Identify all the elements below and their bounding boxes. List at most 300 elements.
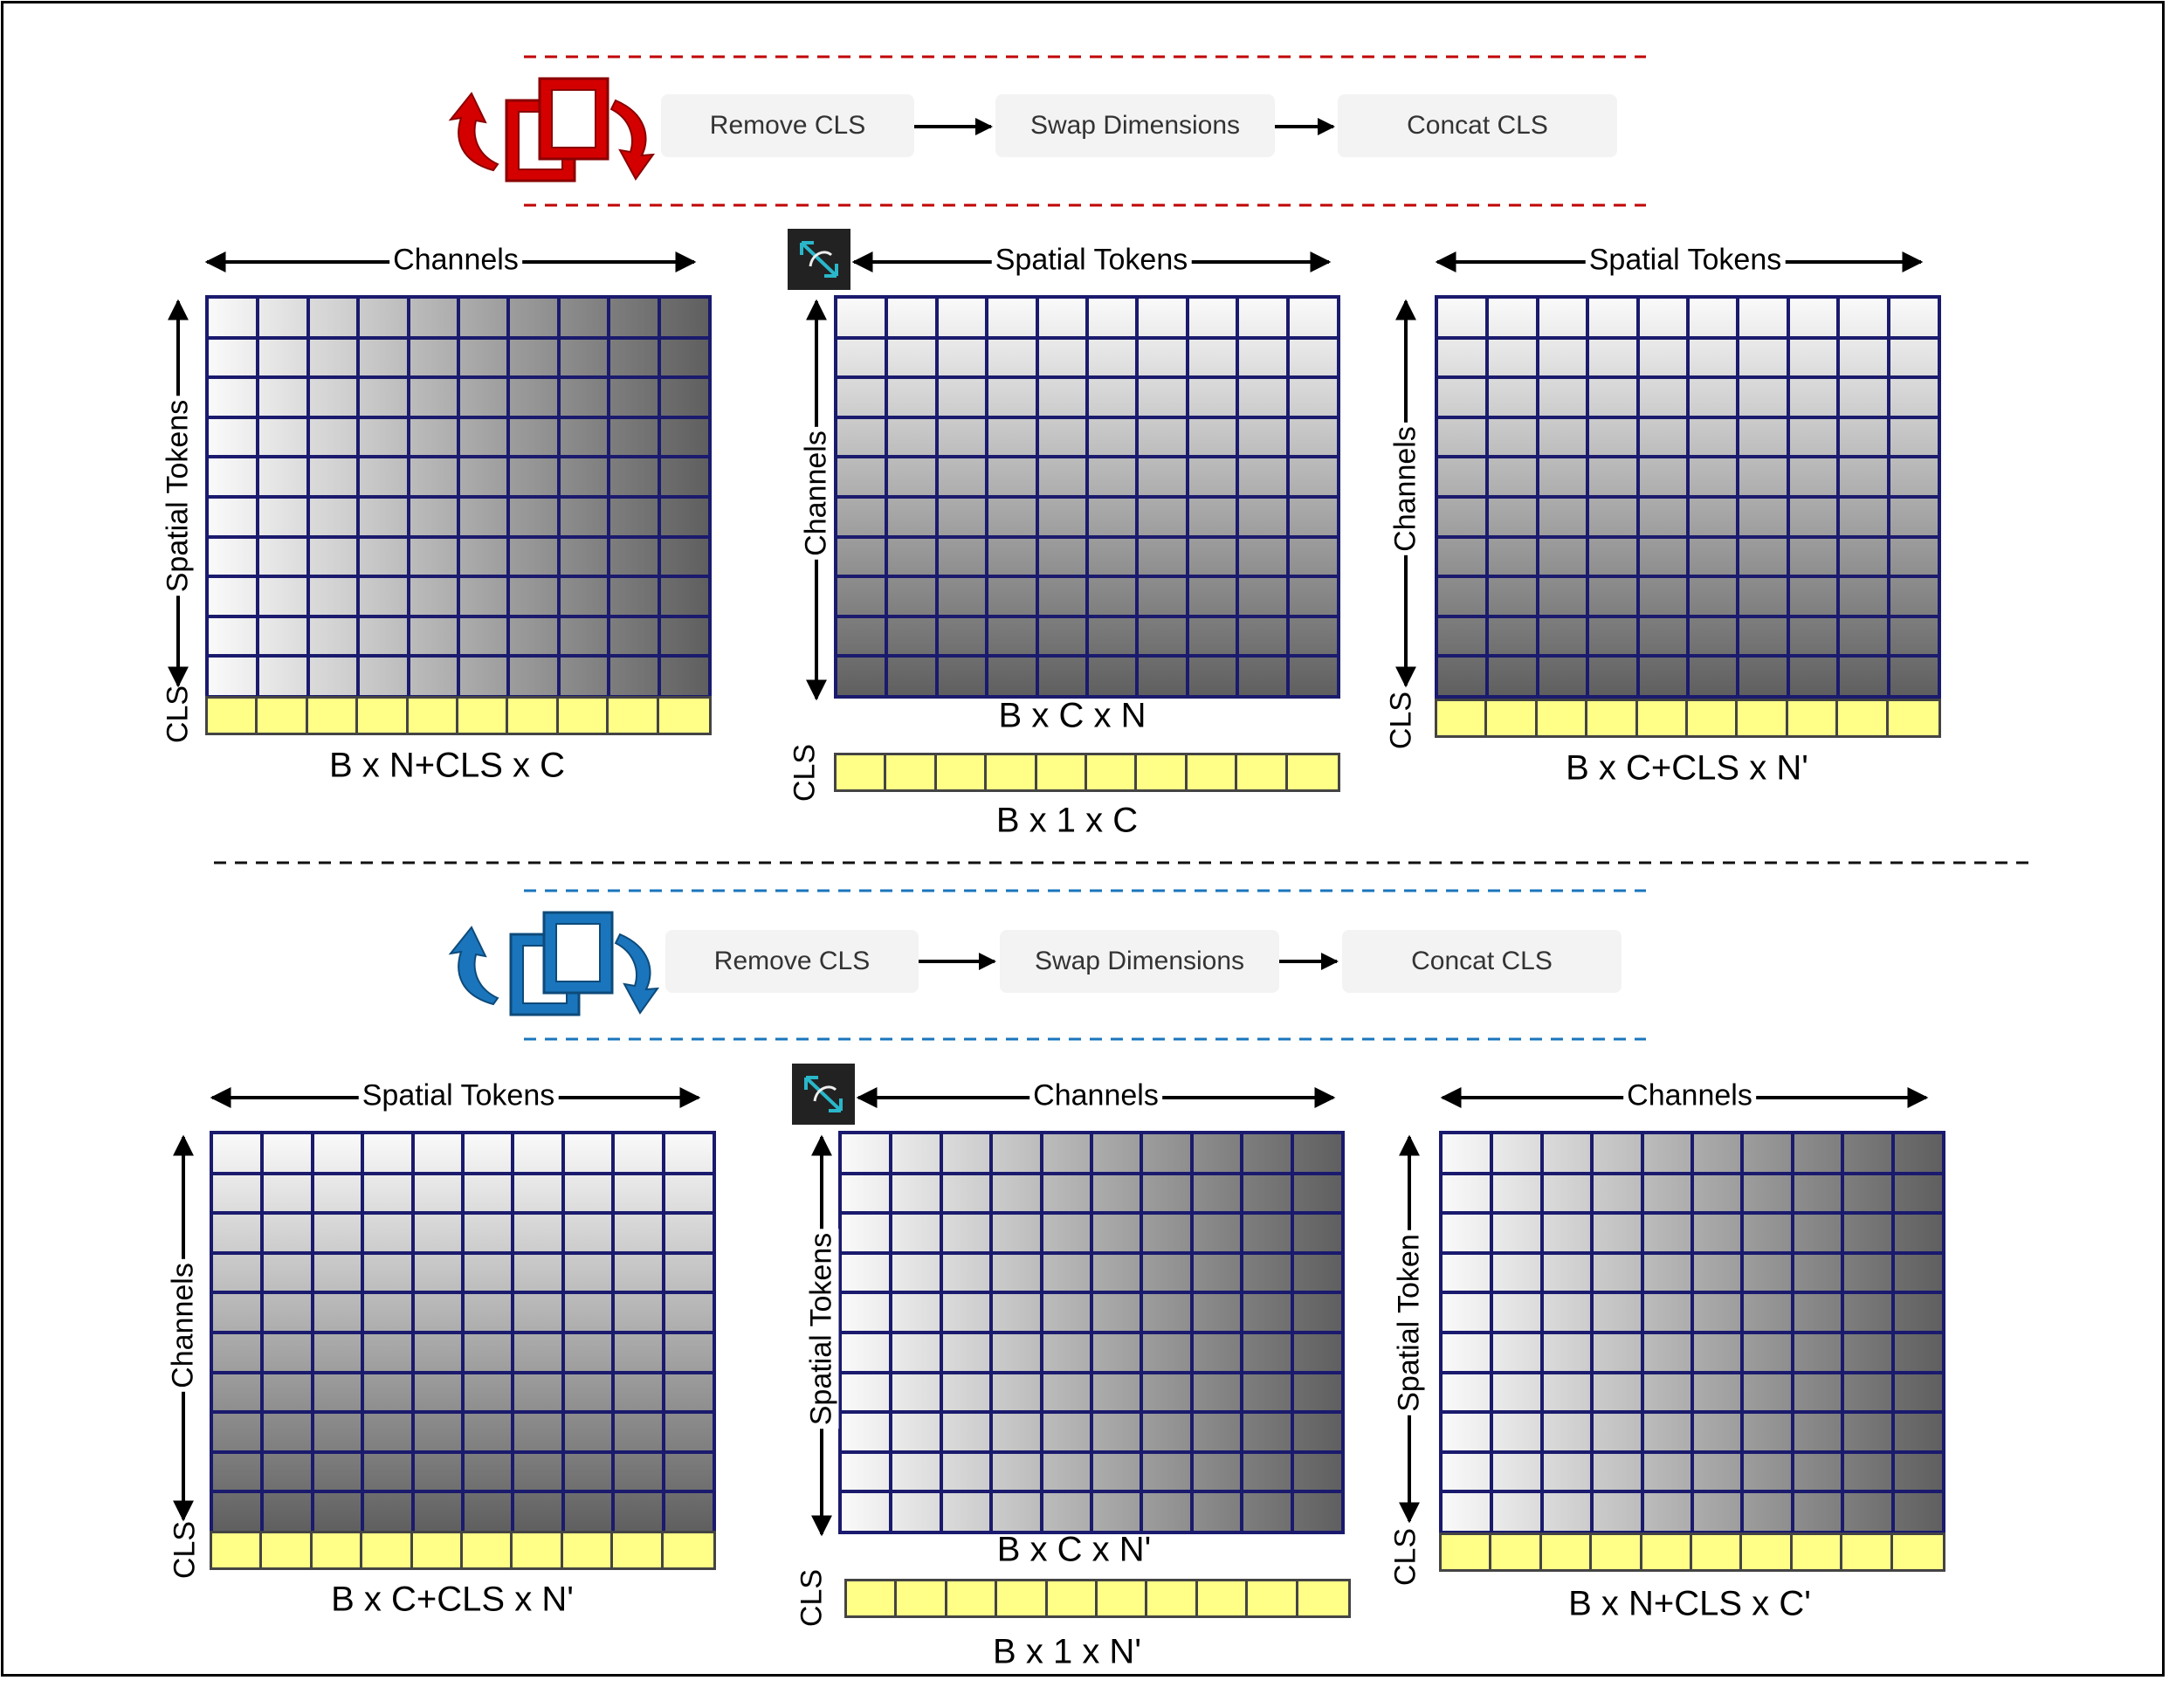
matrix-cell xyxy=(563,1491,613,1532)
matrix-cell xyxy=(559,377,609,417)
matrix-cell xyxy=(837,497,886,537)
matrix-cell xyxy=(941,1373,991,1413)
matrix-cell xyxy=(262,1174,312,1214)
matrix-cell xyxy=(613,1373,663,1413)
matrix-cell xyxy=(1037,656,1087,696)
matrix-cell xyxy=(1091,1491,1141,1532)
matrix-cell xyxy=(212,1213,262,1253)
matrix-bottom-3 xyxy=(1439,1131,1945,1534)
matrix-cell xyxy=(559,537,609,577)
matrix-cell xyxy=(1091,1373,1141,1413)
cls-cell xyxy=(358,699,408,733)
matrix-cell xyxy=(508,298,558,338)
matrix-cell xyxy=(1037,417,1087,458)
step-concat-cls-top: Concat CLS xyxy=(1338,94,1617,157)
bot-m2-cls-label: CLS xyxy=(795,1568,829,1628)
matrix-cell xyxy=(886,338,936,378)
matrix-cell xyxy=(886,616,936,657)
matrix-cell xyxy=(1893,1133,1943,1174)
matrix-cell xyxy=(1042,1253,1091,1293)
matrix-cell xyxy=(991,1373,1041,1413)
matrix-cell xyxy=(1889,298,1938,338)
matrix-cell xyxy=(1487,497,1537,537)
matrix-cell xyxy=(886,497,936,537)
matrix-cell xyxy=(1237,457,1287,497)
matrix-cell xyxy=(941,1253,991,1293)
matrix-cell xyxy=(841,1292,891,1333)
matrix-cell xyxy=(1688,298,1738,338)
matrix-cell xyxy=(1487,537,1537,577)
matrix-cell xyxy=(1141,1373,1191,1413)
matrix-cell xyxy=(1137,457,1187,497)
matrix-cell xyxy=(987,497,1036,537)
matrix-cell xyxy=(1237,377,1287,417)
matrix-cell xyxy=(991,1292,1041,1333)
matrix-cell xyxy=(1192,1213,1242,1253)
matrix-cell xyxy=(1788,377,1838,417)
matrix-cell xyxy=(1192,1373,1242,1413)
swap-icon-top xyxy=(788,229,850,290)
bot-m2-axis-h-label: Channels xyxy=(1029,1079,1162,1113)
matrix-cell xyxy=(1587,377,1637,417)
matrix-cell xyxy=(1893,1213,1943,1253)
matrix-cell xyxy=(1442,1213,1491,1253)
matrix-cell xyxy=(991,1412,1041,1452)
matrix-cell xyxy=(1788,298,1838,338)
matrix-cell xyxy=(1642,1333,1692,1373)
cls-cell xyxy=(313,1533,362,1567)
matrix-cell xyxy=(1592,1491,1642,1532)
matrix-cell xyxy=(308,377,358,417)
matrix-cell xyxy=(212,1133,262,1174)
cls-row-top-2 xyxy=(834,753,1340,792)
matrix-cell xyxy=(1491,1253,1541,1293)
matrix-cell xyxy=(613,1253,663,1293)
matrix-cell xyxy=(1188,616,1237,657)
matrix-cell xyxy=(1692,1292,1742,1333)
matrix-cell xyxy=(1688,417,1738,458)
matrix-cell xyxy=(362,1253,412,1293)
cls-cell xyxy=(1538,701,1587,735)
matrix-cell xyxy=(1842,1253,1892,1293)
matrix-cell xyxy=(208,298,258,338)
cls-cell xyxy=(886,755,936,789)
matrix-cell xyxy=(609,298,658,338)
bot-m1-dims: B x C+CLS x N' xyxy=(331,1580,574,1619)
transpose-icon-red xyxy=(451,79,653,181)
matrix-cell xyxy=(1793,1253,1842,1293)
matrix-cell xyxy=(1692,1452,1742,1492)
matrix-cell xyxy=(1141,1253,1191,1293)
matrix-cell xyxy=(987,616,1036,657)
matrix-cell xyxy=(1889,338,1938,378)
matrix-cell xyxy=(1542,1253,1592,1293)
matrix-cell xyxy=(1788,338,1838,378)
matrix-cell xyxy=(1137,537,1187,577)
step-remove-cls-top: Remove CLS xyxy=(661,94,914,157)
matrix-cell xyxy=(1242,1333,1291,1373)
matrix-cell xyxy=(891,1452,940,1492)
matrix-cell xyxy=(991,1333,1041,1373)
matrix-cell xyxy=(1292,1253,1342,1293)
matrix-cell xyxy=(212,1292,262,1333)
matrix-cell xyxy=(409,417,458,458)
matrix-cell xyxy=(308,656,358,696)
matrix-cell xyxy=(409,616,458,657)
cls-cell xyxy=(1889,701,1938,735)
matrix-cell xyxy=(1042,1292,1091,1333)
matrix-cell xyxy=(1542,1213,1592,1253)
matrix-cell xyxy=(258,417,307,458)
cls-cell xyxy=(1188,755,1237,789)
cls-cell xyxy=(563,1533,613,1567)
matrix-cell xyxy=(1889,616,1938,657)
matrix-cell xyxy=(1742,1133,1792,1174)
matrix-cell xyxy=(1838,457,1888,497)
matrix-cell xyxy=(937,377,987,417)
matrix-cell xyxy=(841,1373,891,1413)
matrix-cell xyxy=(1141,1213,1191,1253)
matrix-cell xyxy=(613,1292,663,1333)
matrix-cell xyxy=(409,537,458,577)
matrix-cell xyxy=(886,457,936,497)
matrix-cell xyxy=(1188,457,1237,497)
top-m1-dims: B x N+CLS x C xyxy=(328,746,566,785)
matrix-cell xyxy=(1538,298,1587,338)
matrix-cell xyxy=(1042,1333,1091,1373)
matrix-cell xyxy=(1788,616,1838,657)
matrix-cell xyxy=(208,616,258,657)
matrix-cell xyxy=(659,457,709,497)
cls-cell xyxy=(837,755,886,789)
cls-cell xyxy=(1098,1581,1147,1615)
matrix-cell xyxy=(1642,1174,1692,1214)
matrix-cell xyxy=(1087,417,1137,458)
matrix-cell xyxy=(837,338,886,378)
matrix-cell xyxy=(1793,1333,1842,1373)
matrix-cell xyxy=(1292,1412,1342,1452)
matrix-cell xyxy=(1087,377,1137,417)
matrix-cell xyxy=(413,1373,463,1413)
matrix-cell xyxy=(1688,457,1738,497)
matrix-cell xyxy=(1642,1133,1692,1174)
matrix-cell xyxy=(1638,377,1688,417)
matrix-cell xyxy=(313,1174,362,1214)
matrix-cell xyxy=(513,1292,562,1333)
matrix-cell xyxy=(891,1292,940,1333)
matrix-cell xyxy=(1237,417,1287,458)
matrix-cell xyxy=(1838,377,1888,417)
matrix-cell xyxy=(664,1174,713,1214)
bot-m2-cls-dims: B x 1 x N' xyxy=(993,1632,1141,1671)
matrix-cell xyxy=(937,497,987,537)
matrix-cell xyxy=(1087,497,1137,537)
matrix-cell xyxy=(837,298,886,338)
matrix-cell xyxy=(258,377,307,417)
matrix-cell xyxy=(1842,1373,1892,1413)
matrix-cell xyxy=(659,616,709,657)
matrix-cell xyxy=(463,1253,513,1293)
matrix-cell xyxy=(891,1133,940,1174)
matrix-cell xyxy=(508,497,558,537)
matrix-cell xyxy=(1042,1491,1091,1532)
matrix-cell xyxy=(508,338,558,378)
matrix-cell xyxy=(841,1133,891,1174)
matrix-cell xyxy=(659,377,709,417)
matrix-cell xyxy=(1842,1412,1892,1452)
matrix-cell xyxy=(1638,417,1688,458)
matrix-cell xyxy=(458,656,508,696)
bot-m3-axis-v-label: Spatial Token xyxy=(1393,1230,1427,1415)
matrix-cell xyxy=(362,1452,412,1492)
step-concat-cls-bottom: Concat CLS xyxy=(1342,930,1622,993)
cls-cell xyxy=(937,755,987,789)
matrix-cell xyxy=(463,1373,513,1413)
matrix-cell xyxy=(1091,1452,1141,1492)
matrix-cell xyxy=(313,1333,362,1373)
matrix-cell xyxy=(1592,1253,1642,1293)
matrix-cell xyxy=(1037,537,1087,577)
matrix-cell xyxy=(1137,338,1187,378)
matrix-cell xyxy=(1742,1213,1792,1253)
matrix-cell xyxy=(1292,1133,1342,1174)
matrix-cell xyxy=(1542,1174,1592,1214)
matrix-cell xyxy=(1793,1452,1842,1492)
matrix-cell xyxy=(508,656,558,696)
matrix-cell xyxy=(208,338,258,378)
matrix-cell xyxy=(358,298,408,338)
matrix-cell xyxy=(563,1452,613,1492)
matrix-cell xyxy=(1587,457,1637,497)
top-m2-dims: B x C x N xyxy=(998,696,1146,735)
top-m3-cls-label: CLS xyxy=(1384,691,1418,750)
matrix-cell xyxy=(208,417,258,458)
matrix-cell xyxy=(886,537,936,577)
matrix-cell xyxy=(1487,417,1537,458)
matrix-cell xyxy=(1642,1412,1692,1452)
matrix-cell xyxy=(991,1253,1041,1293)
matrix-cell xyxy=(358,497,408,537)
matrix-cell xyxy=(1688,537,1738,577)
matrix-cell xyxy=(1442,1333,1491,1373)
step-swap-dimensions-bottom: Swap Dimensions xyxy=(1000,930,1279,993)
matrix-cell xyxy=(1137,417,1187,458)
matrix-cell xyxy=(458,457,508,497)
matrix-cell xyxy=(1437,656,1487,696)
matrix-cell xyxy=(212,1253,262,1293)
matrix-cell xyxy=(508,616,558,657)
matrix-cell xyxy=(212,1174,262,1214)
matrix-cell xyxy=(362,1292,412,1333)
matrix-cell xyxy=(1542,1452,1592,1492)
top-m3-axis-v-label: Channels xyxy=(1389,423,1423,555)
matrix-cell xyxy=(1137,377,1187,417)
matrix-cell xyxy=(313,1292,362,1333)
matrix-cell xyxy=(937,616,987,657)
cls-cell xyxy=(1542,1535,1592,1569)
matrix-cell xyxy=(1487,377,1537,417)
matrix-cell xyxy=(413,1133,463,1174)
matrix-cell xyxy=(559,457,609,497)
matrix-cell xyxy=(1141,1452,1191,1492)
matrix-cell xyxy=(941,1491,991,1532)
cls-cell xyxy=(212,1533,262,1567)
matrix-cell xyxy=(1738,656,1787,696)
cls-cell xyxy=(613,1533,663,1567)
matrix-cell xyxy=(258,298,307,338)
matrix-cell xyxy=(1842,1133,1892,1174)
cls-cell xyxy=(1298,1581,1348,1615)
matrix-cell xyxy=(1587,417,1637,458)
matrix-cell xyxy=(1688,338,1738,378)
matrix-cell xyxy=(1738,298,1787,338)
matrix-cell xyxy=(1087,298,1137,338)
cls-cell xyxy=(362,1533,412,1567)
matrix-cell xyxy=(308,338,358,378)
matrix-cell xyxy=(987,537,1036,577)
matrix-cell xyxy=(841,1491,891,1532)
matrix-cell xyxy=(664,1412,713,1452)
matrix-cell xyxy=(886,298,936,338)
matrix-cell xyxy=(1292,1174,1342,1214)
matrix-cell xyxy=(1487,616,1537,657)
matrix-cell xyxy=(1638,457,1688,497)
cls-cell xyxy=(1893,1535,1943,1569)
matrix-cell xyxy=(458,537,508,577)
matrix-cell xyxy=(513,1333,562,1373)
top-m2-cls-label: CLS xyxy=(788,743,822,802)
matrix-cell xyxy=(664,1213,713,1253)
matrix-cell xyxy=(1237,616,1287,657)
top-m3-axis-h-label: Spatial Tokens xyxy=(1586,244,1786,278)
matrix-cell xyxy=(1638,497,1688,537)
matrix-cell xyxy=(937,537,987,577)
cls-cell xyxy=(559,699,609,733)
matrix-cell xyxy=(258,656,307,696)
matrix-cell xyxy=(559,298,609,338)
cls-cell xyxy=(208,699,258,733)
matrix-cell xyxy=(1738,497,1787,537)
matrix-cell xyxy=(513,1253,562,1293)
matrix-cell xyxy=(1437,616,1487,657)
matrix-cell xyxy=(563,1253,613,1293)
cls-cell xyxy=(1487,701,1537,735)
matrix-cell xyxy=(659,417,709,458)
matrix-cell xyxy=(413,1213,463,1253)
matrix-cell xyxy=(258,576,307,616)
matrix-cell xyxy=(358,616,408,657)
matrix-cell xyxy=(613,1213,663,1253)
matrix-cell xyxy=(837,656,886,696)
cls-cell xyxy=(458,699,508,733)
matrix-cell xyxy=(212,1452,262,1492)
matrix-cell xyxy=(1893,1412,1943,1452)
matrix-cell xyxy=(1838,656,1888,696)
matrix-cell xyxy=(941,1213,991,1253)
matrix-cell xyxy=(1642,1491,1692,1532)
matrix-cell xyxy=(1742,1412,1792,1452)
matrix-cell xyxy=(308,298,358,338)
matrix-cell xyxy=(1242,1292,1291,1333)
matrix-cell xyxy=(659,338,709,378)
matrix-cell xyxy=(659,576,709,616)
matrix-cell xyxy=(1893,1491,1943,1532)
matrix-cell xyxy=(1738,457,1787,497)
matrix-cell xyxy=(1192,1174,1242,1214)
matrix-cell xyxy=(937,417,987,458)
matrix-cell xyxy=(1087,576,1137,616)
top-m2-cls-dims: B x 1 x C xyxy=(995,801,1139,840)
matrix-bottom-2 xyxy=(838,1131,1345,1534)
matrix-cell xyxy=(609,537,658,577)
cls-cell xyxy=(997,1581,1047,1615)
matrix-cell xyxy=(1192,1133,1242,1174)
matrix-cell xyxy=(1738,417,1787,458)
matrix-cell xyxy=(1788,457,1838,497)
matrix-cell xyxy=(262,1452,312,1492)
matrix-cell xyxy=(262,1213,312,1253)
matrix-cell xyxy=(1437,338,1487,378)
matrix-cell xyxy=(1692,1333,1742,1373)
matrix-cell xyxy=(613,1452,663,1492)
matrix-cell xyxy=(1893,1253,1943,1293)
matrix-cell xyxy=(1742,1174,1792,1214)
matrix-cell xyxy=(1587,656,1637,696)
matrix-cell xyxy=(1242,1213,1291,1253)
matrix-cell xyxy=(409,497,458,537)
matrix-cell xyxy=(212,1373,262,1413)
matrix-cell xyxy=(841,1412,891,1452)
matrix-cell xyxy=(1442,1253,1491,1293)
cls-cell xyxy=(1147,1581,1197,1615)
matrix-cell xyxy=(991,1491,1041,1532)
matrix-cell xyxy=(1738,338,1787,378)
matrix-cell xyxy=(937,656,987,696)
matrix-cell xyxy=(987,298,1036,338)
cls-cell xyxy=(1642,1535,1692,1569)
matrix-cell xyxy=(1042,1412,1091,1452)
matrix-cell xyxy=(1087,537,1137,577)
top-m1-cls-label: CLS xyxy=(161,685,195,744)
matrix-cell xyxy=(508,537,558,577)
matrix-cell xyxy=(208,377,258,417)
matrix-cell xyxy=(308,497,358,537)
matrix-cell xyxy=(1141,1133,1191,1174)
matrix-cell xyxy=(1542,1373,1592,1413)
matrix-cell xyxy=(463,1333,513,1373)
matrix-cell xyxy=(664,1452,713,1492)
matrix-cell xyxy=(1037,298,1087,338)
matrix-cell xyxy=(841,1213,891,1253)
matrix-cell xyxy=(409,457,458,497)
matrix-top-1 xyxy=(205,295,712,699)
matrix-cell xyxy=(1242,1373,1291,1413)
matrix-cell xyxy=(1688,656,1738,696)
matrix-cell xyxy=(1538,576,1587,616)
matrix-cell xyxy=(513,1491,562,1532)
matrix-cell xyxy=(1742,1333,1792,1373)
matrix-cell xyxy=(409,298,458,338)
matrix-cell xyxy=(313,1491,362,1532)
matrix-cell xyxy=(362,1491,412,1532)
matrix-cell xyxy=(1288,417,1338,458)
matrix-cell xyxy=(513,1373,562,1413)
matrix-cell xyxy=(1838,338,1888,378)
matrix-cell xyxy=(1688,497,1738,537)
matrix-cell xyxy=(262,1333,312,1373)
matrix-cell xyxy=(1592,1452,1642,1492)
matrix-cell xyxy=(1188,576,1237,616)
